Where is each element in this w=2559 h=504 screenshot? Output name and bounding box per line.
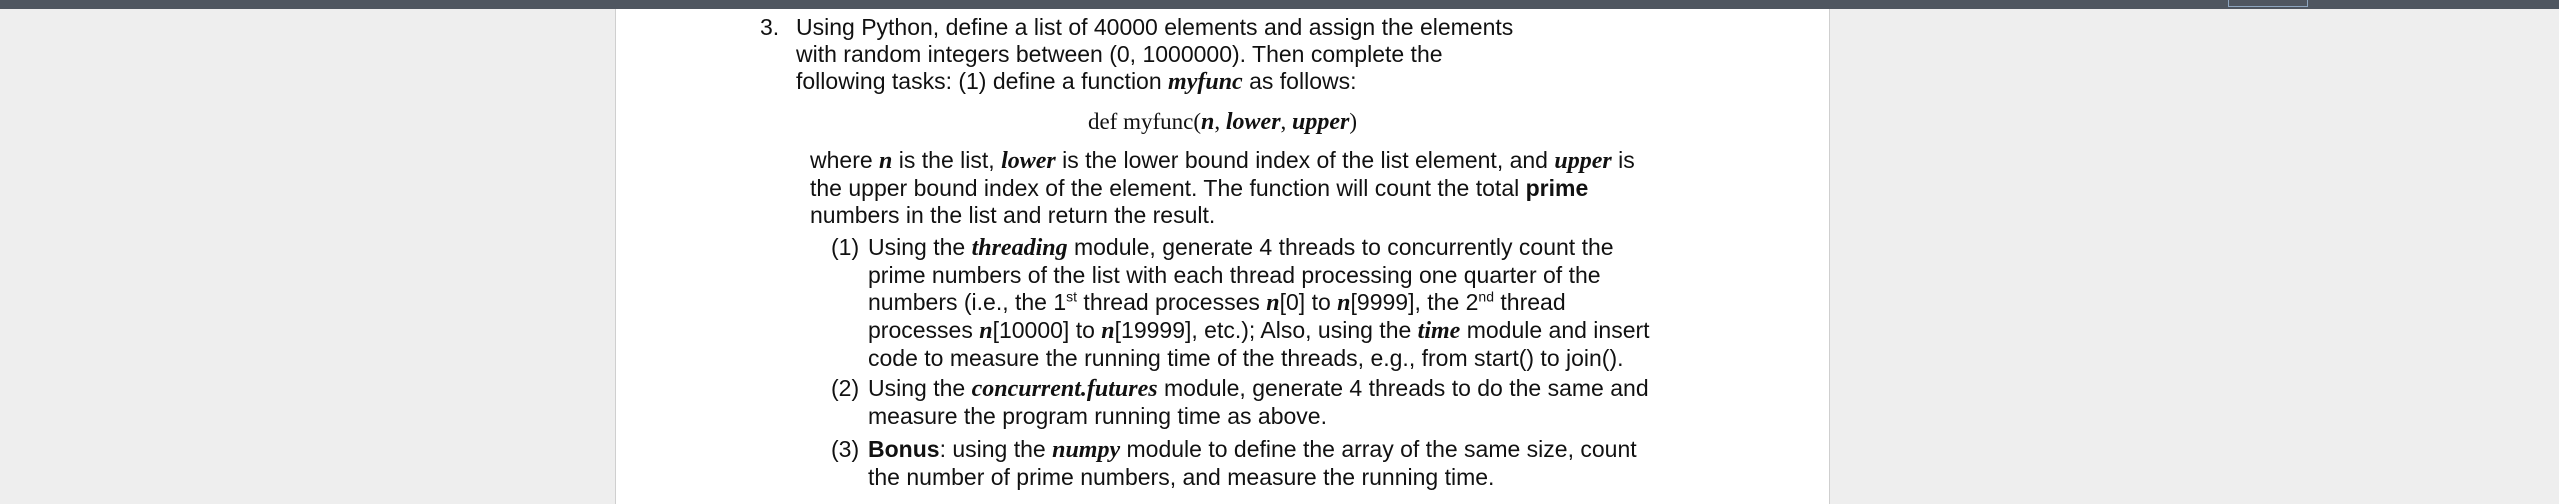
where-text-2: is the list, — [892, 147, 1002, 173]
function-signature — [616, 108, 1829, 136]
where-text-4: is the upper bound index of the element. The function will count the total — [810, 147, 1635, 201]
signature-prefix: def myfunc( — [1087, 109, 1201, 134]
intro-text-2: as follows: — [1242, 68, 1357, 94]
task-1-part: [9999], the 2 — [1350, 289, 1479, 315]
function-name: myfunc — [1168, 69, 1243, 95]
var-n: n — [1337, 290, 1351, 316]
task-1-label: (1) — [831, 234, 860, 260]
task-1-part: module, generate 4 threads to concurrently count the prime numbers of the list with each thread processing one quarter of the numbers (i.e., the 1 — [868, 234, 1614, 315]
task-1-part: module and insert code to measure the running time of the threads, e.g., from start() to join(). — [868, 317, 1650, 371]
bonus-keyword: Bonus — [868, 436, 940, 462]
document-page — [615, 9, 1830, 504]
signature-sep-2: , — [1280, 109, 1293, 134]
page-content — [616, 9, 1829, 504]
task-1-part: Using the — [868, 234, 972, 260]
task-1-part: [19999], etc.); Also, using the — [1114, 317, 1418, 343]
page-indicator-box[interactable] — [2228, 0, 2308, 7]
prime-keyword: prime — [1525, 175, 1589, 201]
where-text-5: numbers in the list and return the result. — [810, 202, 1216, 228]
question-intro — [796, 14, 1516, 96]
intro-text-1: Using Python, define a list of 40000 elements and assign the elements with random integers between (0, 1000000). Then complete the following tasks: (1) define a function — [796, 14, 1514, 94]
where-text-1: where — [810, 147, 880, 173]
task-1-text — [868, 234, 1668, 372]
task-1-part: thread processes — [868, 289, 1566, 343]
signature-arg-lower: lower — [1225, 109, 1281, 135]
ordinal-nd: nd — [1478, 288, 1494, 305]
module-concurrent-futures: concurrent.futures — [971, 376, 1158, 402]
signature-suffix: ) — [1349, 109, 1358, 134]
task-2-part: module, generate 4 threads to do the same and measure the program running time as above. — [868, 375, 1649, 429]
task-2-text — [868, 375, 1668, 430]
module-threading: threading — [971, 235, 1068, 261]
task-1-part: [10000] to — [992, 317, 1102, 343]
task-1-part: thread processes — [1077, 289, 1267, 315]
module-time: time — [1417, 318, 1461, 344]
signature-sep-1: , — [1214, 109, 1226, 134]
task-1-part: [0] to — [1279, 289, 1338, 315]
parameter-description — [810, 147, 1670, 229]
question-number: 3. — [760, 14, 780, 40]
task-3-text — [868, 436, 1668, 491]
signature-arg-upper: upper — [1292, 109, 1350, 135]
var-n: n — [1101, 318, 1115, 344]
var-n: n — [1266, 290, 1280, 316]
param-upper: upper — [1554, 148, 1612, 174]
task-3-label: (3) — [831, 436, 860, 462]
param-n: n — [879, 148, 893, 174]
var-n: n — [979, 318, 993, 344]
task-2-label: (2) — [831, 375, 860, 401]
task-3-part: : using the — [939, 436, 1053, 462]
signature-arg-n: n — [1201, 109, 1215, 135]
param-lower: lower — [1001, 148, 1056, 174]
task-3-part: module to define the array of the same size, count the number of prime numbers, and measure the running time. — [868, 436, 1637, 490]
ordinal-st: st — [1066, 288, 1078, 305]
where-text-3: is the lower bound index of the list element, and — [1055, 147, 1555, 173]
task-2-part: Using the — [868, 375, 972, 401]
viewer-toolbar — [0, 0, 2559, 9]
module-numpy: numpy — [1052, 437, 1121, 463]
